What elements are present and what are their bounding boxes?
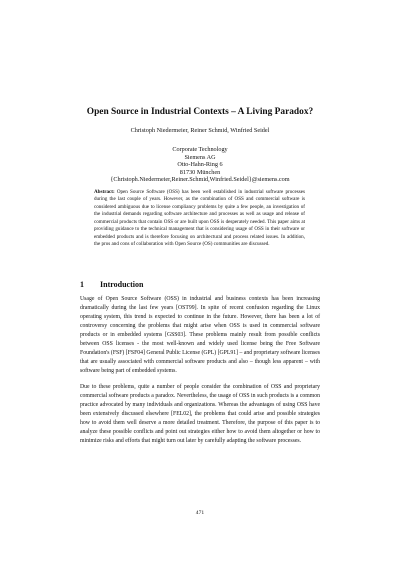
affiliation-block [70,146,330,184]
abstract-text: Open Source Software (OSS) has been well established in industrial software processes during the last couple of years. However, as the combination of OSS and commercial software is considered ambiguous due to license compliancy problems by quite a few people, an investigation of the industrial demands regarding software architecture and processes as well as usage and release of commercial products that contain OSS or are built upon OSS is desperately needed. This paper aims at providing guidance to the technical management that is considering usage of OSS in their software or embedded products and is therefore focusing on architectural and process related issues. In addition, the pros and cons of collaboration with Open Source (OS) communities are discussed. [94,189,305,248]
paper-authors: Christoph Niedermeier, Reiner Schmid, Winfried Seidel [130,127,270,134]
affiliation-emails: {Christoph.Niedermeier,Reiner.Schmid,Winfried.Seidel}@siemens.com [110,176,290,184]
body-paragraph: Usage of Open Source Software (OSS) in industrial and business contexts has been increasing dramatically during the last few years [OST99]. In spite of recent confusion regarding the Linux operating system, this trend is expected to continue in the future. However, there has been a lot of controversy concerning the problems that might arise when OSS is used in commercial software products or in embedded systems [GSS03]. These problems mainly result from possible conflicts between OSS licenses - the most well-known and widely used license being the Free Software Foundation's (FSF) [FSF04] General Public License (GPL) [GPL91] – and proprietary software licenses that are usually associated with commercial software products and also – though less apparent – with software being part of embedded systems. [80,296,320,375]
page-number: 471 [195,510,205,516]
paper-title: Open Source in Industrial Contexts – A Living Paradox? [86,107,314,117]
abstract [94,189,305,249]
affiliation-city: 81730 München [179,168,221,176]
affiliation-street: Otto-Hahn-Ring 6 [177,161,223,169]
body-paragraph: Due to these problems, quite a number of people consider the combination of OSS and proprietary commercial software products a paradox. Nevertheless, the usage of OSS in such products is a common practice advocated by many individuals and organizations. Whereas the advantages of using OSS have been extensively discussed elsewhere [FEL02], the problems that could arise and possible strategies how to avoid them well deserve a more detailed treatment. Therefore, the purpose of this paper is to analyze these possible conflicts and point out strategies either how to avoid them altogether or how to minimize risks and efforts that might turn out later by carefully adapting the software processes. [80,384,320,445]
section-title: Introduction [100,280,144,289]
section-number: 1 [80,280,84,289]
section-heading [80,280,320,290]
affiliation-department: Corporate Technology [172,146,228,153]
affiliation-company: Siemens AG [184,153,216,161]
abstract-label: Abstract: [94,189,115,195]
